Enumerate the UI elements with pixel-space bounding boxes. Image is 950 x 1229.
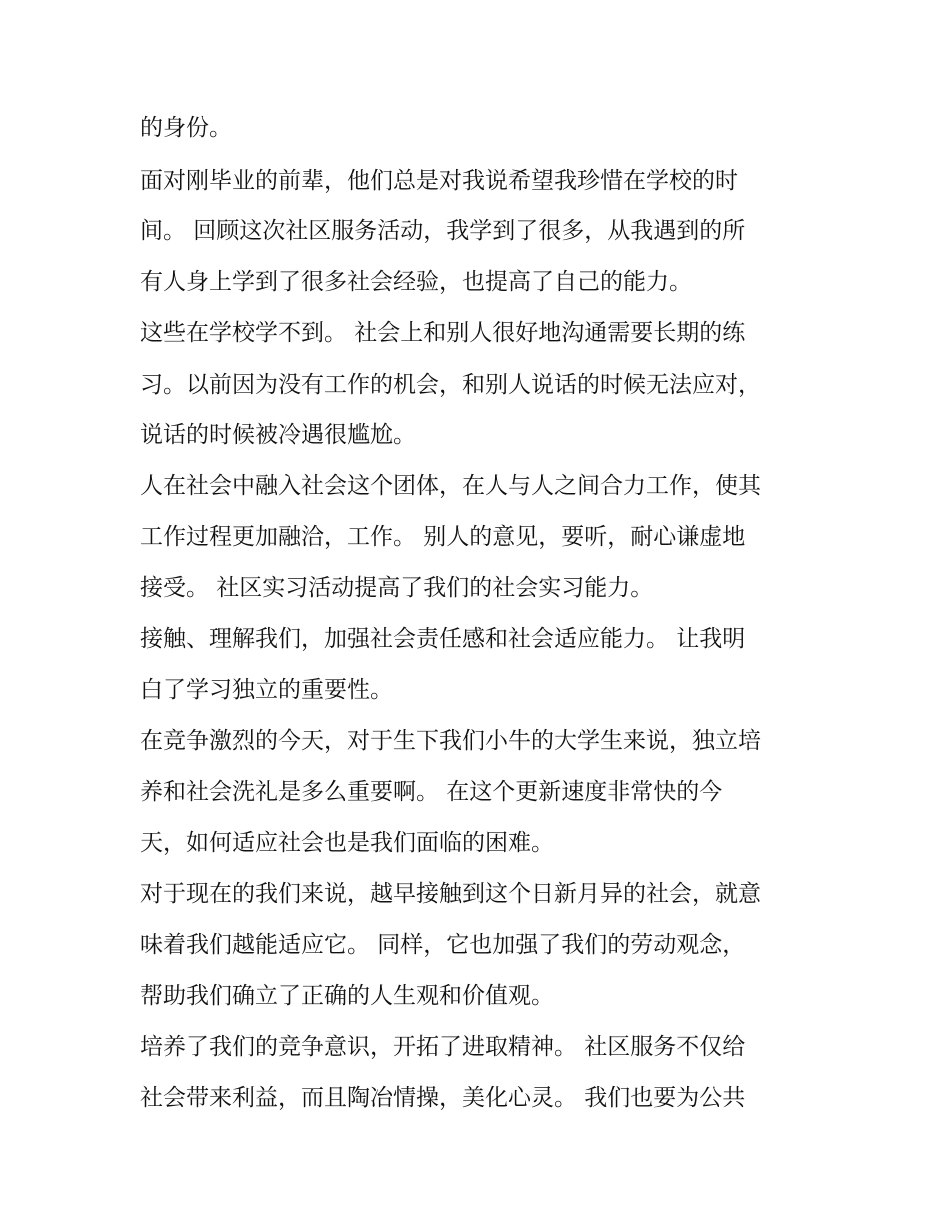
text-line: 间。 回顾这次社区服务活动，我学到了很多，从我遇到的所: [140, 218, 746, 244]
text-line: 培养了我们的竞争意识，开拓了进取精神。 社区服务不仅给: [140, 1034, 746, 1060]
text-line: 在竞争激烈的今天，对于生下我们小牛的大学生来说，独立培: [140, 728, 761, 754]
text-line: 接受。 社区实习活动提高了我们的社会实习能力。: [140, 575, 654, 601]
text-line: 白了学习独立的重要性。: [140, 677, 393, 703]
text-line: 面对刚毕业的前辈，他们总是对我说希望我珍惜在学校的时: [140, 168, 738, 194]
text-line: 人在社会中融入社会这个团体，在人与人之间合力工作，使其: [140, 473, 761, 499]
text-line: 天，如何适应社会也是我们面临的困难。: [140, 830, 554, 856]
text-line: 有人身上学到了很多社会经验，也提高了自己的能力。: [140, 269, 692, 295]
text-line: 接触、理解我们，加强社会责任感和社会适应能力。 让我明: [140, 626, 746, 652]
text-line: 养和社会洗礼是多么重要啊。 在这个更新速度非常快的今: [140, 779, 723, 805]
text-line: 的身份。: [140, 115, 232, 141]
text-line: 习。以前因为没有工作的机会，和别人说话的时候无法应对，: [140, 372, 761, 398]
text-line: 对于现在的我们来说，越早接触到这个日新月异的社会，就意: [140, 881, 761, 907]
text-line: 社会带来利益，而且陶冶情操，美化心灵。 我们也要为公共: [140, 1085, 746, 1111]
text-line: 说话的时候被冷遇很尴尬。: [140, 422, 416, 448]
text-line: 工作过程更加融洽，工作。 别人的意见，要听，耐心谦虚地: [140, 524, 746, 550]
text-line: 味着我们越能适应它。 同样，它也加强了我们的劳动观念，: [140, 932, 746, 958]
text-line: 帮助我们确立了正确的人生观和价值观。: [140, 983, 554, 1009]
text-line: 这些在学校学不到。 社会上和别人很好地沟通需要长期的练: [140, 320, 746, 346]
